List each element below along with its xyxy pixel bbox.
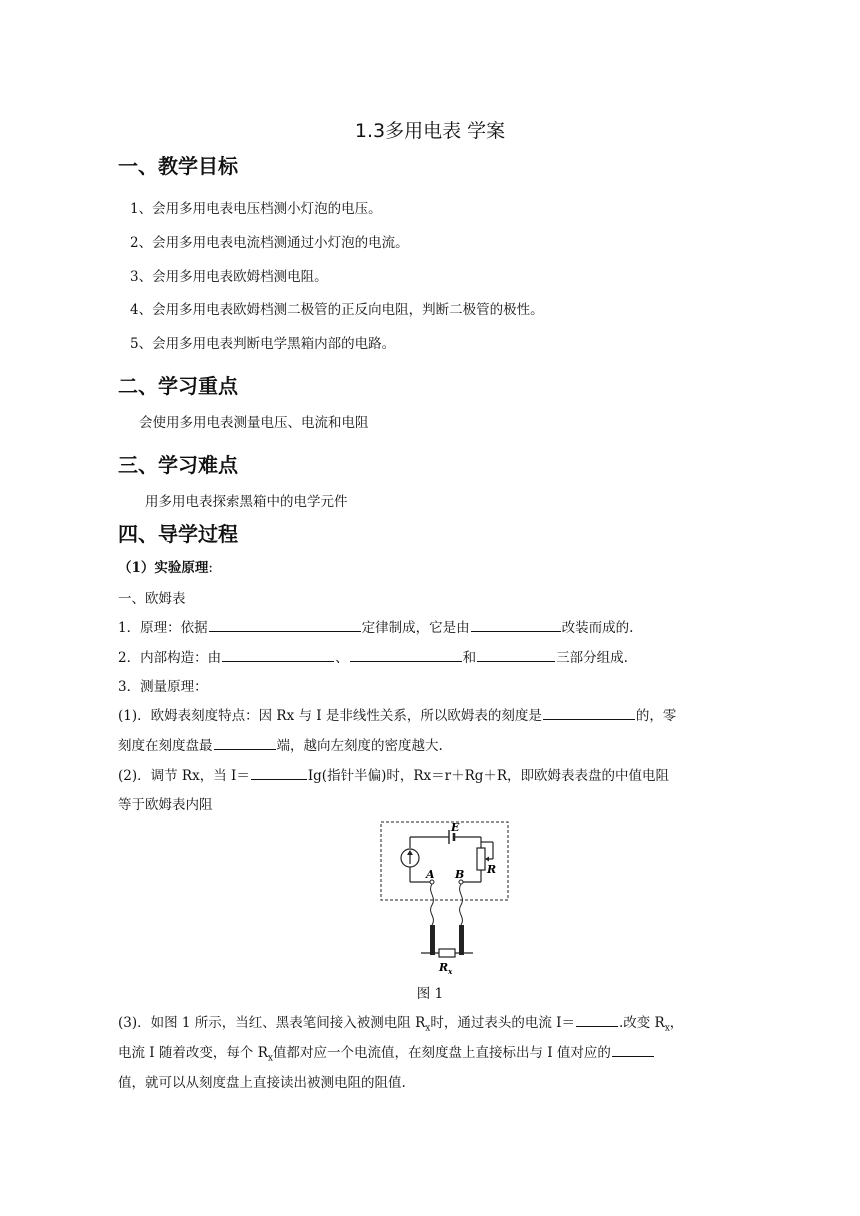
objective-3: 3、会用多用电表欧姆档测电阻。 [130, 269, 328, 285]
principle-line-10: 值，就可以从刻度盘上直接读出被测电阻的阻值. [118, 1075, 406, 1091]
text: 和 [462, 650, 477, 666]
page-title: 1.3多用电表 学案 [354, 120, 506, 142]
text: 时，通过表头的电流 I＝ [430, 1015, 575, 1031]
fill-blank[interactable] [222, 647, 334, 662]
ohmmeter-circuit-figure [375, 817, 515, 981]
objective-4: 4、会用多用电表欧姆档测二极管的正反向电阻，判断二极管的极性。 [130, 302, 544, 318]
difficulty-text: 用多用电表探索黑箱中的电学元件 [145, 494, 348, 510]
text: .改变 R [618, 1015, 665, 1031]
label-Rx: $R_x$ [439, 961, 453, 976]
text: 三部分组成. [556, 650, 628, 666]
text: ， [669, 1015, 684, 1031]
fill-blank[interactable] [251, 765, 307, 780]
fill-blank[interactable] [543, 705, 635, 720]
principle-line-9 [118, 1041, 655, 1064]
objective-1: 1、会用多用电表电压档测小灯泡的电压。 [130, 201, 382, 217]
principle-line-5 [118, 734, 443, 754]
text: 改装而成的. [561, 620, 634, 636]
label-B: B [455, 868, 465, 881]
text: 电流 I 随着改变，每个 R [118, 1045, 268, 1061]
objective-2: 2、会用多用电表电流档测通过小灯泡的电流。 [130, 235, 409, 251]
principle-line-4 [118, 704, 676, 724]
principle-label-line [118, 556, 213, 576]
subscript: x [664, 1023, 670, 1034]
principle-label: （1）实验原理 [118, 560, 209, 576]
text: Ig(指针半偏)时，Rx＝r＋Rg＋R，即欧姆表表盘的中值电阻 [307, 768, 670, 784]
objective-5: 5、会用多用电表判断电学黑箱内部的电路。 [130, 336, 396, 352]
principle-colon: : [208, 560, 213, 576]
probe-red [430, 925, 435, 955]
section-heading-process: 四、导学过程 [118, 522, 238, 546]
principle-line-8 [118, 1011, 683, 1034]
label-E: E [451, 821, 460, 834]
rheostat [477, 848, 485, 870]
text: 定律制成，它是由 [361, 620, 470, 636]
circuit-diagram [375, 817, 515, 977]
fill-blank[interactable] [576, 1012, 618, 1027]
text: (2)．调节 Rx，当 I＝ [118, 768, 250, 784]
text: 1．原理：依据 [118, 620, 208, 636]
text: 、 [335, 650, 349, 666]
principle-line-3: 3．测量原理： [118, 679, 208, 695]
text: (3)．如图 1 所示，当红、黑表笔间接入被测电阻 R [118, 1015, 426, 1031]
section-heading-focus: 二、学习重点 [118, 374, 238, 398]
fill-blank[interactable] [477, 647, 555, 662]
fill-blank[interactable] [209, 617, 361, 632]
text: 刻度在刻度盘最 [118, 738, 213, 754]
resistor-Rx [439, 949, 455, 957]
section-heading-difficulty: 三、学习难点 [118, 453, 238, 477]
text: 值都对应一个电流值，在刻度盘上直接标出与 I 值对应的 [272, 1045, 611, 1061]
subscript: x [267, 1053, 273, 1064]
principle-line-1 [118, 616, 633, 636]
lead-wire-B [460, 884, 463, 925]
ohmmeter-title: 一、欧姆表 [118, 591, 186, 607]
text: 的，零 [635, 708, 677, 724]
principle-line-7: 等于欧姆表内阻 [118, 797, 213, 813]
label-R: R [487, 863, 497, 876]
principle-line-2 [118, 646, 628, 666]
focus-text: 会使用多用电表测量电压、电流和电阻 [139, 415, 369, 431]
fill-blank[interactable] [350, 647, 462, 662]
label-A: A [426, 868, 435, 881]
text: 2．内部构造：由 [118, 650, 222, 666]
text: (1)．欧姆表刻度特点：因 Rx 与 I 是非线性关系，所以欧姆表的刻度是 [118, 708, 542, 724]
fill-blank[interactable] [214, 735, 276, 750]
fill-blank[interactable] [471, 617, 561, 632]
section-heading-objectives: 一、教学目标 [118, 154, 238, 178]
fill-blank[interactable] [612, 1042, 654, 1057]
text: 端，越向左刻度的密度越大. [276, 738, 443, 754]
principle-line-6 [118, 764, 669, 784]
figure-caption: 图 1 [416, 986, 444, 1002]
lead-wire-A [431, 884, 434, 925]
subscript: x [425, 1023, 431, 1034]
probe-black [459, 925, 464, 955]
